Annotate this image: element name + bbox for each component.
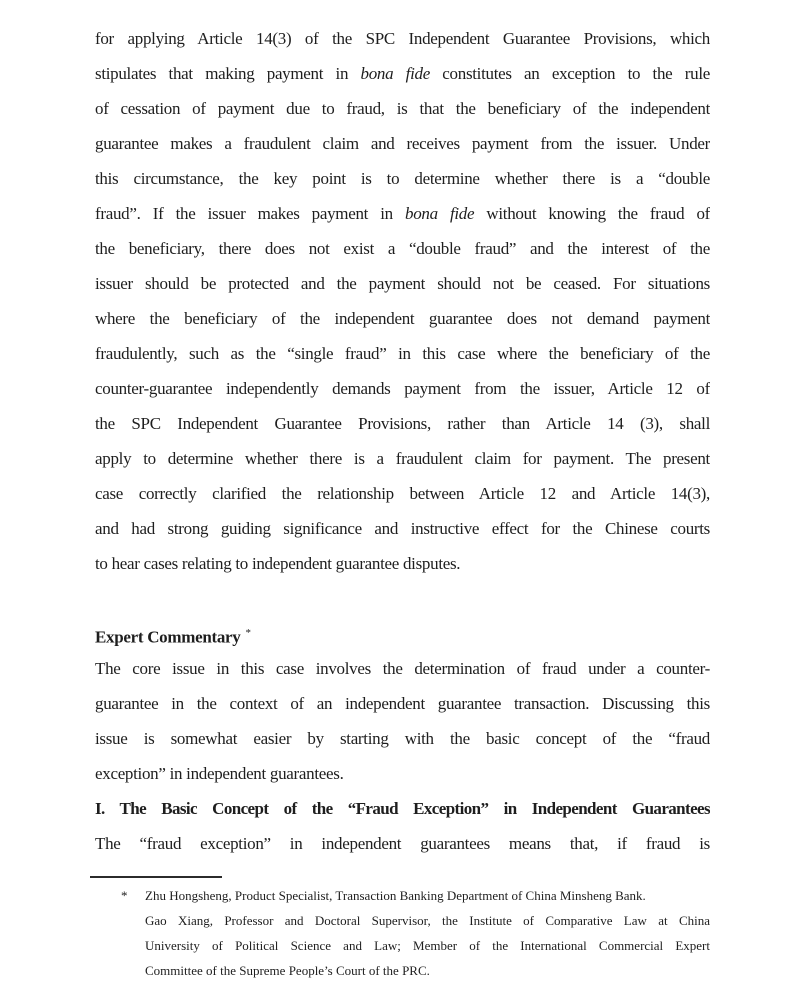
paragraph-gap [95,581,710,616]
footnote-block [95,876,710,983]
text-column [95,21,710,861]
text-line: fraudulently, such as the “single fraud” in this case where the beneficiary of the [95,344,710,363]
heading-text: Expert Commentary [95,627,241,647]
text-line: fraud”. If the issuer makes payment in bona fide without knowing the fraud of [95,204,710,223]
text-line: of cessation of payment due to fraud, is that the beneficiary of the independent [95,99,710,118]
text-line: for applying Article 14(3) of the SPC Independent Guarantee Provisions, which [95,29,710,48]
expert-commentary-heading [95,616,710,651]
text-line: issue is somewhat easier by starting with the basic concept of the “fraud [95,729,710,748]
main-paragraph [95,21,710,581]
footnote-body [95,876,710,983]
text-line: counter-guarantee independently demands payment from the issuer, Article 12 of [95,379,710,398]
text-line: the SPC Independent Guarantee Provisions, rather than Article 14 (3), shall [95,414,710,433]
commentary-paragraph [95,651,710,791]
text-line: stipulates that making payment in bona fide constitutes an exception to the rule [95,64,710,83]
footnote-line: Committee of the Supreme People’s Court of the PRC. [145,963,430,978]
footnote-line: Zhu Hongsheng, Product Specialist, Transaction Banking Department of China Minsheng Bank. [145,888,646,903]
text-line: where the beneficiary of the independent guarantee does not demand payment [95,309,710,328]
text-line: issuer should be protected and the payment should not be ceased. For situations [95,274,710,293]
text-line: The “fraud exception” in independent guarantees means that, if fraud is [95,834,710,853]
text-line: and had strong guiding significance and instructive effect for the Chinese courts [95,519,710,538]
footnote-reference-asterisk: * [245,627,252,639]
text-line: the beneficiary, there does not exist a “double fraud” and the interest of the [95,239,710,258]
text-line: exception” in independent guarantees. [95,764,344,783]
footnote-marker: * [121,888,128,903]
text-line: this circumstance, the key point is to determine whether there is a “double [95,169,710,188]
text-line: case correctly clarified the relationship between Article 12 and Article 14(3), [95,484,710,503]
section-heading: I. The Basic Concept of the “Fraud Exception” in Independent Guarantees [95,799,710,818]
text-line: to hear cases relating to independent guarantee disputes. [95,554,461,573]
text-line: apply to determine whether there is a fraudulent claim for payment. The present [95,449,710,468]
text-line: The core issue in this case involves the determination of fraud under a counter- [95,659,710,678]
footnote-line: Gao Xiang, Professor and Doctoral Supervisor, the Institute of Comparative Law at China [145,913,710,928]
footnote-line: University of Political Science and Law; Member of the International Commercial Expert [145,938,710,953]
text-line: guarantee in the context of an independent guarantee transaction. Discussing this [95,694,710,713]
text-line: guarantee makes a fraudulent claim and receives payment from the issuer. Under [95,134,710,153]
